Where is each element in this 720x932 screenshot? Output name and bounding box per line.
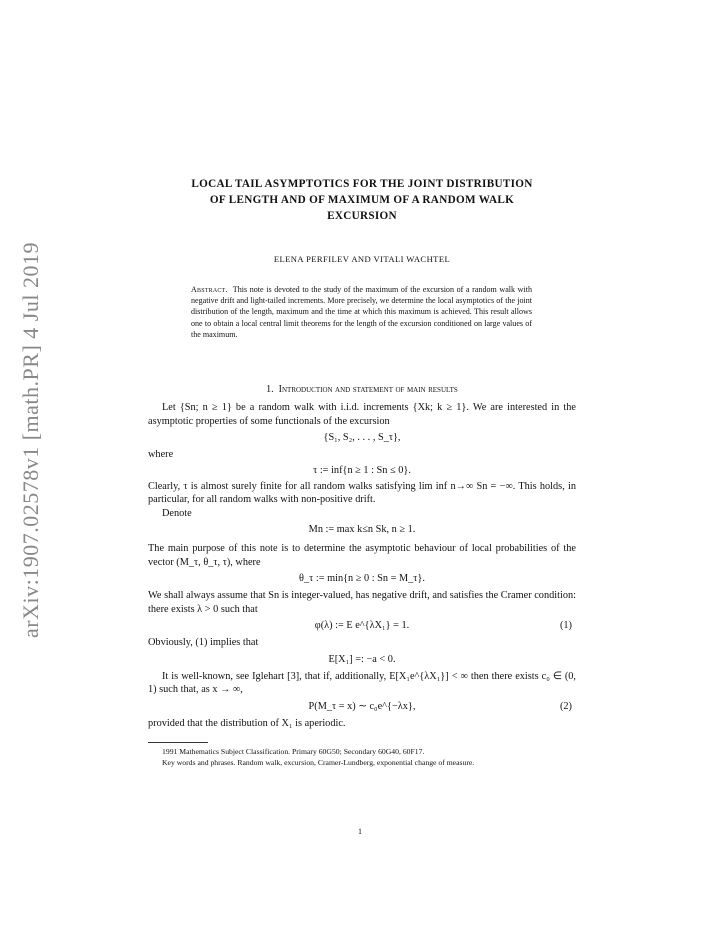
page-number: 1 [358, 827, 362, 836]
paragraph-2: Clearly, τ is almost surely finite for all random walks satisfying lim inf n→∞ Sn = −∞. This holds, in particular, for all random walks with non-positive drift. [148, 480, 576, 506]
denote-text: Denote [162, 507, 192, 519]
title-line-3: EXCURSION [327, 210, 397, 222]
section-title: Introduction and statement of main results [278, 384, 458, 396]
footnote-msc-text: 1991 Mathematics Subject Classification. Primary 60G50; Secondary 60G40, 60F17. [162, 747, 425, 757]
paragraph-4: We shall always assume that Sn is integer-valued, has negative drift, and satisfies the Cramer condition: there exists λ > 0 such that [148, 590, 576, 615]
equation-excursion: {S₁, S₂, . . . , S_τ}, [323, 432, 401, 444]
equation-1-number: (1) [559, 620, 572, 632]
equation-theta: θ_τ := min{n ≥ 0 : Sn = M_τ}. [299, 573, 425, 585]
equation-mean: E[X₁] =: −a < 0. [328, 653, 396, 665]
paragraph-5: Obviously, (1) implies that [148, 637, 259, 649]
footnotes [148, 747, 576, 768]
authors: ELENA PERFILEV AND VITALI WACHTEL [273, 254, 451, 264]
title-line-2: OF LENGTH AND OF MAXIMUM OF A RANDOM WALK [209, 194, 515, 206]
section-heading [148, 384, 576, 395]
equation-max: Mn := max k≤n Sk, n ≥ 1. [308, 524, 416, 536]
paragraph-7: provided that the distribution of X₁ is aperiodic. [148, 717, 346, 729]
equation-1-body: φ(λ) := E e^{λX₁} = 1. [314, 620, 410, 632]
abstract [191, 284, 532, 340]
where-text: where [148, 449, 174, 461]
footnote-msc [148, 747, 576, 758]
paper-page [148, 176, 576, 768]
footnote-keywords [148, 758, 576, 769]
equation-2-number: (2) [559, 700, 572, 712]
equation-tau: τ := inf{n ≥ 1 : Sn ≤ 0}. [313, 464, 411, 476]
section-number: 1. [266, 384, 274, 396]
paragraph-3: The main purpose of this note is to determine the asymptotic behaviour of local probabilities of the vector (M_τ, θ_τ, τ), where [148, 543, 576, 568]
section-body [148, 401, 576, 730]
footnote-rule [148, 742, 208, 743]
arxiv-identifier: arXiv:1907.02578v1 [math.PR] 4 Jul 2019 [18, 242, 43, 638]
abstract-label: Abstract. [191, 285, 228, 294]
title-line-1: LOCAL TAIL ASYMPTOTICS FOR THE JOINT DISTRIBUTION [191, 178, 533, 190]
equation-2-body: P(M_τ = x) ∼ c₀e^{−λx}, [308, 700, 416, 712]
arxiv-stamp [0, 230, 62, 650]
footnote-keywords-text: Key words and phrases. Random walk, excursion, Cramer-Lundberg, exponential change of measure. [162, 757, 475, 767]
equation-2 [148, 700, 576, 714]
paragraph-6: It is well-known, see Iglehart [3], that if, additionally, E[X₁e^{λX₁}] < ∞ then there exists c₀ ∈ (0, 1) such that, as x → ∞, [148, 670, 576, 696]
abstract-text: This note is devoted to the study of the maximum of the excursion of a random walk with negative drift and light-tailed increments. More precisely, we determine the local asymptotics of the joint distribution of the length, maximum and the time at which this maximum is achieved. This result allows one to obtain a local central limit theorems for the length of the excursion conditioned on large values of the maximum. [191, 285, 532, 339]
equation-1 [148, 619, 576, 633]
paper-title [148, 176, 576, 224]
paragraph-1: Let {Sn; n ≥ 1} be a random walk with i.i.d. increments {Xk; k ≥ 1}. We are interested in the asymptotic properties of some functionals of the excursion [148, 402, 576, 427]
